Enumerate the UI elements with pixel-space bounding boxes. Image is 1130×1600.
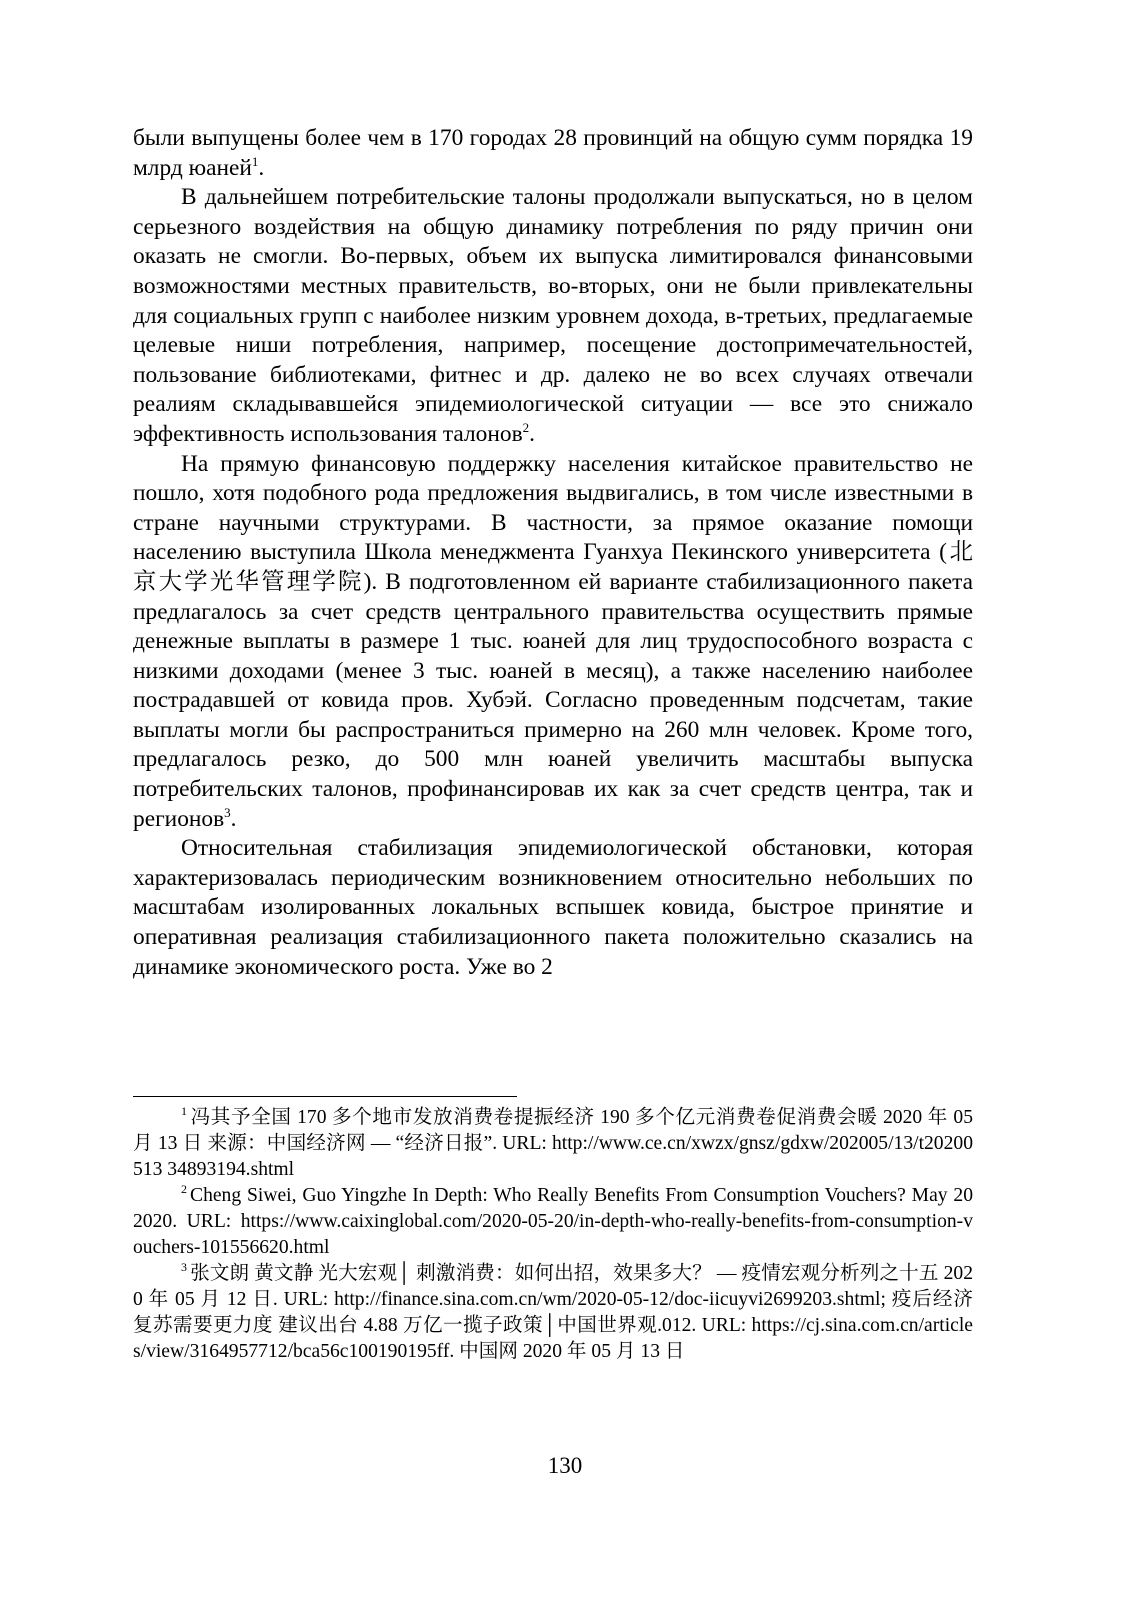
- footnote-1: [133, 1105, 973, 1183]
- main-text: [133, 124, 973, 982]
- footnote-separator: [133, 1096, 517, 1097]
- paragraph-1-tail: .: [258, 154, 265, 181]
- footnote-number-3: 3: [181, 1260, 187, 1275]
- paragraph-2-tail: .: [529, 420, 535, 447]
- footnote-ref-3: 3: [224, 804, 231, 820]
- page-number: 130: [547, 1453, 583, 1478]
- footnote-ref-2: 2: [522, 420, 530, 436]
- footnote-ref-1: 1: [251, 153, 259, 169]
- paragraph-2-text: В дальнейшем потребительские талоны продолжали выпускаться, но в целом серьезного воздействия на общую динамику потребления по ряду причин они оказать не смогли. Во-первых, объем их выпуска лимитировался финансовыми возможностями местных правительств, во-вторых, они не были привлекательны для социальных групп с наиболее низким уровнем дохода, в-третьих, предлагаемые целевые ниши потребления, например, посещение достопримечательностей, пользование библиотеками, фитнес и др. далеко не во всех случаях отвечали реалиям складывавшейся эпидемиологической ситуации — все это снижало эффективность использования талонов: [133, 184, 973, 447]
- footnotes: [133, 1105, 973, 1365]
- paragraph-2: [133, 183, 973, 449]
- footnote-number-2: 2: [181, 1182, 187, 1197]
- footnote-1-text: 冯其予全国 170 多个地市发放消费卷提振经济 190 多个亿元消费卷促消费会暖 2020 年 05 月 13 日 来源：中国经济网 — “经济日报”. URL: http://www.ce.cn/xwzx/gnsz/gdxw/202005/13/t20200513 34893194.shtml: [133, 1107, 973, 1180]
- footnote-3: [133, 1261, 973, 1365]
- paragraph-3-text: На прямую финансовую поддержку населения китайское правительство не пошло, хотя подобного рода предложения выдвигались, в том числе известными в стране научными структурами. В частности, за прямое оказание помощи населению выступила Школа менеджмента Гуанхуа Пекинского университета (北京大学光华管理学院). В подготовленном ей варианте стабилизационного пакета предлагалось за счет средств центрального правительства осуществить прямые денежные выплаты в размере 1 тыс. юаней для лиц трудоспособного возраста с низкими доходами (менее 3 тыс. юаней в месяц), а также населению наиболее пострадавшей от ковида пров. Хубэй. Согласно проведенным подсчетам, такие выплаты могли бы распространиться примерно на 260 млн человек. Кроме того, предлагалось резко, до 500 млн юаней увеличить масштабы выпуска потребительских талонов, профинансировав их как за счет средств центра, так и регионов: [133, 450, 973, 832]
- paragraph-1-text: были выпущены более чем в 170 городах 28 провинций на общую сумм порядка 19 млрд юаней: [133, 125, 973, 181]
- footnote-number-1: 1: [181, 1104, 187, 1119]
- paragraph-4: [133, 834, 973, 982]
- paragraph-3-tail: .: [230, 805, 237, 832]
- footnote-3-text: 张文朗 黄文静 光大宏观│ 刺激消费：如何出招，效果多大？ — 疫情宏观分析列之十五 2020 年 05 月 12 日. URL: http://finance.sina.com.cn/wm/2020-05-12/doc-iicuyvi2699203.shtml; 疫后经济复苏需要更力度 建议出台 4.88 万亿一揽子政策│中国世界观.012. URL: https://cj.sina.com.cn/articles/view/3164957712/bca56c100190195ff. 中国网 2020 年 05 月 13 日: [133, 1263, 973, 1362]
- footnote-2-text: Cheng Siwei, Guo Yingzhe In Depth: Who Really Benefits From Consumption Vouchers? May 20 2020. URL: https://www.caixinglobal.com/2020-05-20/in-depth-who-really-benefits-from-consumption-vouchers-101556620.html: [133, 1185, 973, 1258]
- footnote-2: [133, 1183, 973, 1261]
- paragraph-1: [133, 124, 973, 183]
- paragraph-4-text: Относительная стабилизация эпидемиологической обстановки, которая характеризовалась периодическим возникновением относительно небольших по масштабам изолированных локальных вспышек ковида, быстрое принятие и оперативная реализация стабилизационного пакета положительно сказались на динамике экономического роста. Уже во 2: [133, 835, 973, 980]
- paragraph-3: [133, 450, 973, 835]
